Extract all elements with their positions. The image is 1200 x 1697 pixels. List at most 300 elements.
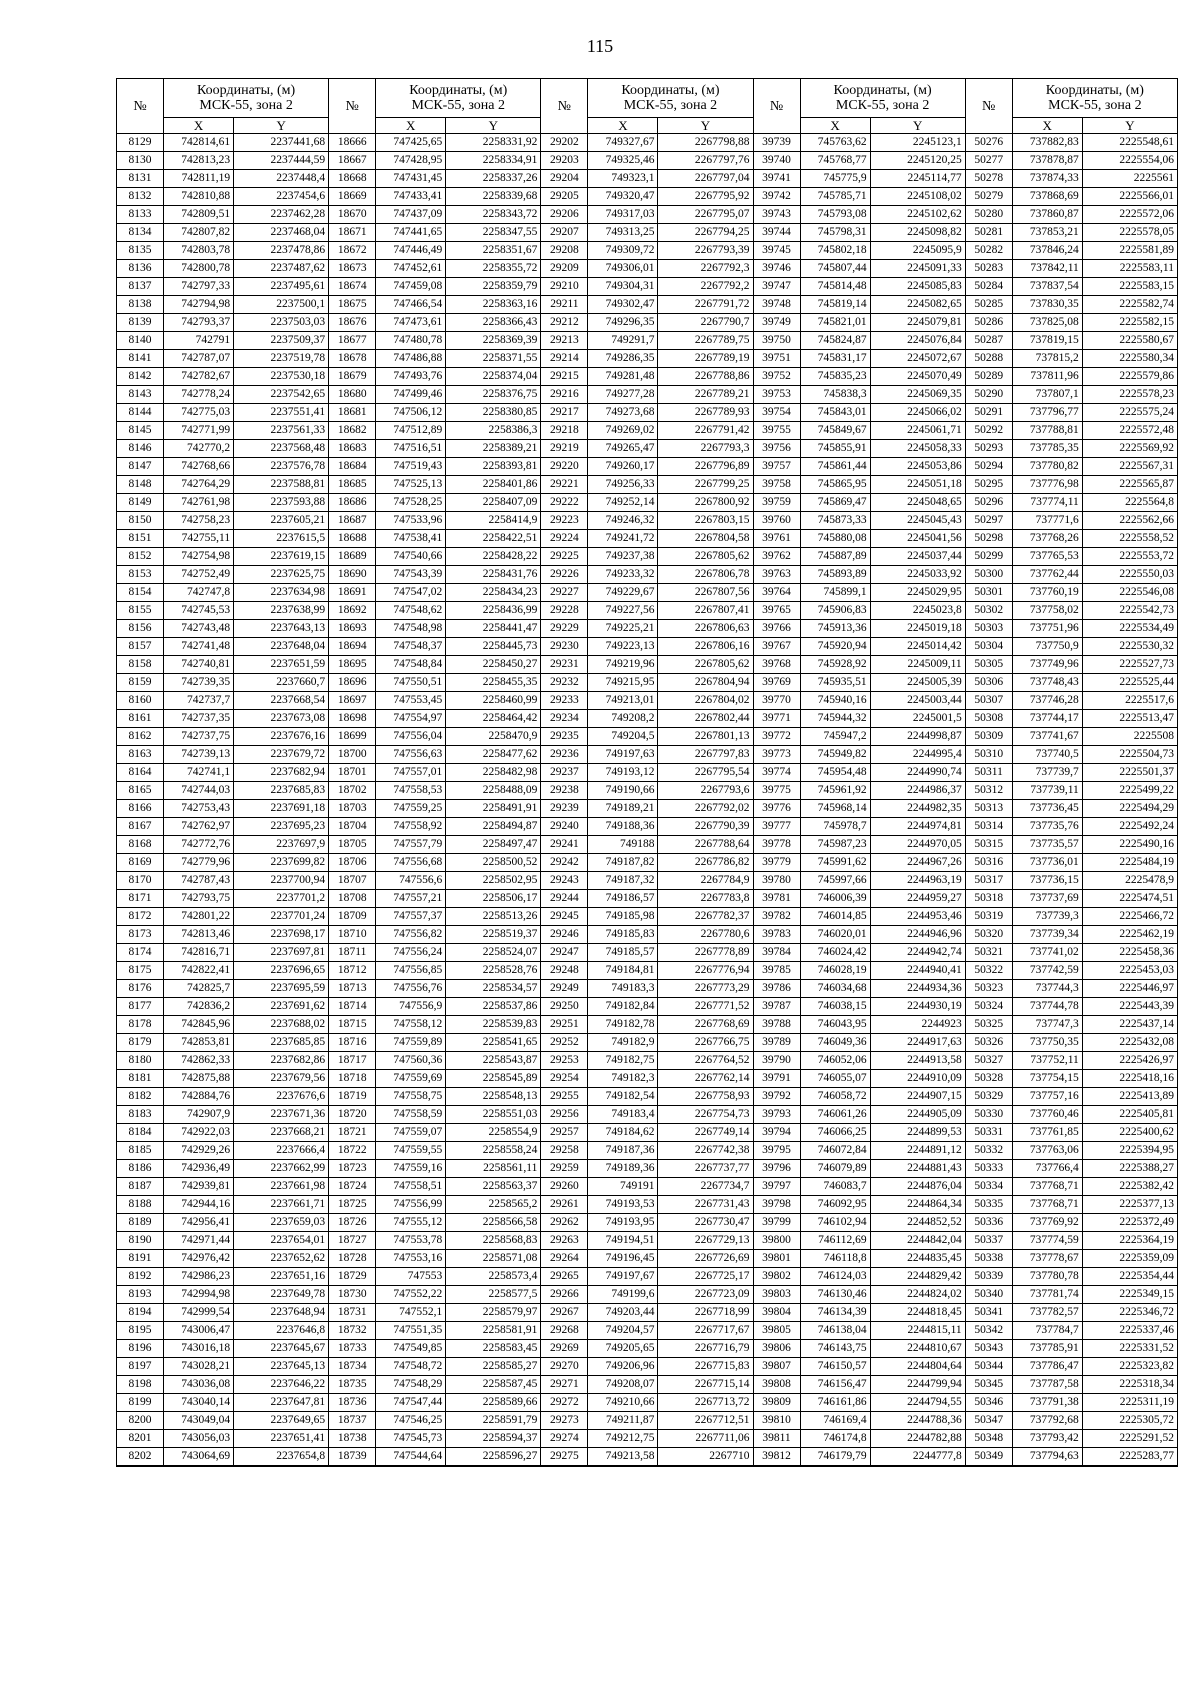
table-row — [117, 1412, 1178, 1430]
x-coordinate-cell: 737878,87 — [1012, 152, 1082, 170]
x-coordinate-cell: 746174,8 — [800, 1430, 870, 1448]
table-row — [117, 584, 1178, 602]
x-coordinate-cell: 749229,67 — [588, 584, 658, 602]
point-number-cell: 8157 — [117, 638, 164, 656]
coordinates-title: Координаты, (м) — [833, 83, 932, 98]
point-number-cell: 18730 — [329, 1286, 376, 1304]
x-coordinate-cell: 749184,81 — [588, 962, 658, 980]
x-coordinate-cell: 742764,29 — [164, 476, 234, 494]
table-row — [117, 1448, 1178, 1467]
x-coordinate-cell: 747558,51 — [376, 1178, 446, 1196]
x-coordinate-cell: 737736,45 — [1012, 800, 1082, 818]
point-number-cell: 8137 — [117, 278, 164, 296]
y-coordinate-cell: 2267754,73 — [658, 1106, 753, 1124]
point-number-cell: 50334 — [965, 1178, 1012, 1196]
point-number-cell: 29217 — [541, 404, 588, 422]
page-number: 115 — [586, 36, 614, 56]
y-coordinate-cell: 2237691,62 — [234, 998, 329, 1016]
point-number-cell: 29268 — [541, 1322, 588, 1340]
table-row — [117, 908, 1178, 926]
y-coordinate-cell: 2225534,49 — [1082, 620, 1177, 638]
table-row — [117, 1250, 1178, 1268]
point-number-cell: 39763 — [753, 566, 800, 584]
y-coordinate-cell: 2237645,13 — [234, 1358, 329, 1376]
x-coordinate-cell: 737792,68 — [1012, 1412, 1082, 1430]
y-coordinate-cell: 2225517,6 — [1082, 692, 1177, 710]
x-coordinate-cell: 742944,16 — [164, 1196, 234, 1214]
point-number-cell: 29218 — [541, 422, 588, 440]
x-coordinate-cell: 746055,07 — [800, 1070, 870, 1088]
y-coordinate-cell: 2237701,24 — [234, 908, 329, 926]
point-number-cell: 39770 — [753, 692, 800, 710]
point-number-cell: 18738 — [329, 1430, 376, 1448]
y-coordinate-cell: 2267800,92 — [658, 494, 753, 512]
y-coordinate-cell: 2237542,65 — [234, 386, 329, 404]
x-coordinate-cell: 737757,16 — [1012, 1088, 1082, 1106]
x-coordinate-cell: 742811,19 — [164, 170, 234, 188]
table-row — [117, 1160, 1178, 1178]
x-coordinate-cell: 746134,39 — [800, 1304, 870, 1322]
x-coordinate-cell: 737749,96 — [1012, 656, 1082, 674]
y-coordinate-cell: 2267802,44 — [658, 710, 753, 728]
x-coordinate-cell: 743016,18 — [164, 1340, 234, 1358]
point-number-cell: 29238 — [541, 782, 588, 800]
point-number-cell: 50347 — [965, 1412, 1012, 1430]
table-row — [117, 1430, 1178, 1448]
y-coordinate-cell: 2258359,79 — [446, 278, 541, 296]
x-coordinate-cell: 737763,06 — [1012, 1142, 1082, 1160]
x-coordinate-cell: 749233,32 — [588, 566, 658, 584]
point-number-cell: 39811 — [753, 1430, 800, 1448]
point-number-cell: 8194 — [117, 1304, 164, 1322]
x-coordinate-cell: 747543,39 — [376, 566, 446, 584]
point-number-cell: 29239 — [541, 800, 588, 818]
y-coordinate-cell: 2267795,92 — [658, 188, 753, 206]
y-coordinate-cell: 2237661,71 — [234, 1196, 329, 1214]
x-coordinate-cell: 742816,71 — [164, 944, 234, 962]
table-row — [117, 620, 1178, 638]
point-number-cell: 18714 — [329, 998, 376, 1016]
y-coordinate-cell: 2258436,99 — [446, 602, 541, 620]
point-number-cell: 29231 — [541, 656, 588, 674]
x-coordinate-cell: 743040,14 — [164, 1394, 234, 1412]
point-number-cell: 29273 — [541, 1412, 588, 1430]
table-row — [117, 638, 1178, 656]
y-coordinate-cell: 2258571,08 — [446, 1250, 541, 1268]
table-row — [117, 1052, 1178, 1070]
y-coordinate-cell: 2258568,83 — [446, 1232, 541, 1250]
table-row — [117, 980, 1178, 998]
y-coordinate-cell: 2225580,67 — [1082, 332, 1177, 350]
point-number-cell: 29203 — [541, 152, 588, 170]
y-coordinate-cell: 2244835,45 — [870, 1250, 965, 1268]
y-coordinate-cell: 2267793,6 — [658, 782, 753, 800]
x-coordinate-cell: 746058,72 — [800, 1088, 870, 1106]
point-number-cell: 29223 — [541, 512, 588, 530]
point-number-cell: 18674 — [329, 278, 376, 296]
point-number-cell: 8198 — [117, 1376, 164, 1394]
y-coordinate-cell: 2258369,39 — [446, 332, 541, 350]
x-coordinate-cell: 749196,45 — [588, 1250, 658, 1268]
x-coordinate-cell: 749182,3 — [588, 1070, 658, 1088]
point-number-cell: 18717 — [329, 1052, 376, 1070]
y-coordinate-cell: 2237671,36 — [234, 1106, 329, 1124]
point-number-cell: 18702 — [329, 782, 376, 800]
point-number-cell: 50289 — [965, 368, 1012, 386]
y-coordinate-cell: 2237647,81 — [234, 1394, 329, 1412]
x-coordinate-cell: 746150,57 — [800, 1358, 870, 1376]
y-coordinate-cell: 2244982,35 — [870, 800, 965, 818]
x-coordinate-cell: 737735,76 — [1012, 818, 1082, 836]
point-number-cell: 18696 — [329, 674, 376, 692]
x-coordinate-cell: 749204,5 — [588, 728, 658, 746]
x-coordinate-cell: 747466,54 — [376, 296, 446, 314]
x-coordinate-cell: 749182,9 — [588, 1034, 658, 1052]
x-coordinate-cell: 745935,51 — [800, 674, 870, 692]
point-number-cell: 50341 — [965, 1304, 1012, 1322]
point-number-cell: 39754 — [753, 404, 800, 422]
y-column-header: Y — [870, 118, 965, 134]
point-number-cell: 50324 — [965, 998, 1012, 1016]
x-coordinate-cell: 737780,82 — [1012, 458, 1082, 476]
y-coordinate-cell: 2225569,92 — [1082, 440, 1177, 458]
y-coordinate-cell: 2225553,72 — [1082, 548, 1177, 566]
x-coordinate-cell: 747559,55 — [376, 1142, 446, 1160]
x-coordinate-cell: 747556,68 — [376, 854, 446, 872]
point-number-cell: 18685 — [329, 476, 376, 494]
table-row — [117, 1394, 1178, 1412]
x-coordinate-cell: 742755,11 — [164, 530, 234, 548]
y-coordinate-cell: 2267805,62 — [658, 656, 753, 674]
x-coordinate-cell: 747557,21 — [376, 890, 446, 908]
x-coordinate-cell: 749185,57 — [588, 944, 658, 962]
point-number-cell: 50321 — [965, 944, 1012, 962]
y-coordinate-cell: 2267716,79 — [658, 1340, 753, 1358]
point-number-cell: 8130 — [117, 152, 164, 170]
point-number-cell: 39800 — [753, 1232, 800, 1250]
point-number-cell: 8191 — [117, 1250, 164, 1268]
y-coordinate-cell: 2237454,6 — [234, 188, 329, 206]
table-row — [117, 710, 1178, 728]
point-number-cell: 50283 — [965, 260, 1012, 278]
point-number-cell: 18711 — [329, 944, 376, 962]
table-row — [117, 152, 1178, 170]
x-coordinate-cell: 737739,7 — [1012, 764, 1082, 782]
x-coordinate-cell: 747557,01 — [376, 764, 446, 782]
point-number-cell: 8136 — [117, 260, 164, 278]
point-number-cell: 29275 — [541, 1448, 588, 1467]
y-coordinate-cell: 2258500,52 — [446, 854, 541, 872]
y-coordinate-cell: 2245091,33 — [870, 260, 965, 278]
point-number-cell: 29211 — [541, 296, 588, 314]
point-number-cell: 50288 — [965, 350, 1012, 368]
y-coordinate-cell: 2258502,95 — [446, 872, 541, 890]
y-coordinate-cell: 2267764,52 — [658, 1052, 753, 1070]
point-number-cell: 18731 — [329, 1304, 376, 1322]
y-coordinate-cell: 2245041,56 — [870, 530, 965, 548]
x-coordinate-cell: 742758,23 — [164, 512, 234, 530]
y-coordinate-cell: 2267805,62 — [658, 548, 753, 566]
point-number-cell: 50335 — [965, 1196, 1012, 1214]
point-number-cell: 18736 — [329, 1394, 376, 1412]
point-number-cell: 18713 — [329, 980, 376, 998]
point-number-cell: 29206 — [541, 206, 588, 224]
x-coordinate-cell: 747558,59 — [376, 1106, 446, 1124]
y-coordinate-cell: 2267762,14 — [658, 1070, 753, 1088]
x-coordinate-cell: 749194,51 — [588, 1232, 658, 1250]
y-coordinate-cell: 2237696,65 — [234, 962, 329, 980]
y-coordinate-cell: 2267742,38 — [658, 1142, 753, 1160]
point-number-cell: 8153 — [117, 566, 164, 584]
point-number-cell: 50276 — [965, 134, 1012, 152]
x-coordinate-cell: 737837,54 — [1012, 278, 1082, 296]
y-coordinate-cell: 2258594,37 — [446, 1430, 541, 1448]
x-coordinate-cell: 747525,13 — [376, 476, 446, 494]
x-coordinate-cell: 746034,68 — [800, 980, 870, 998]
point-number-cell: 8158 — [117, 656, 164, 674]
x-coordinate-cell: 737744,78 — [1012, 998, 1082, 1016]
x-coordinate-cell: 742740,81 — [164, 656, 234, 674]
y-coordinate-cell: 2225490,16 — [1082, 836, 1177, 854]
point-number-cell: 39772 — [753, 728, 800, 746]
y-coordinate-cell: 2258441,47 — [446, 620, 541, 638]
x-coordinate-cell: 747545,73 — [376, 1430, 446, 1448]
y-coordinate-cell: 2225331,52 — [1082, 1340, 1177, 1358]
y-coordinate-cell: 2225530,32 — [1082, 638, 1177, 656]
point-number-cell: 18673 — [329, 260, 376, 278]
y-coordinate-cell: 2237625,75 — [234, 566, 329, 584]
point-number-cell: 18689 — [329, 548, 376, 566]
y-coordinate-cell: 2267793,3 — [658, 440, 753, 458]
point-number-cell: 50314 — [965, 818, 1012, 836]
x-coordinate-cell: 737811,96 — [1012, 368, 1082, 386]
y-coordinate-cell: 2225443,39 — [1082, 998, 1177, 1016]
y-coordinate-cell: 2225446,97 — [1082, 980, 1177, 998]
x-coordinate-cell: 747548,72 — [376, 1358, 446, 1376]
point-number-cell: 18667 — [329, 152, 376, 170]
point-number-cell: 39740 — [753, 152, 800, 170]
y-coordinate-cell: 2244910,09 — [870, 1070, 965, 1088]
y-coordinate-cell: 2237651,16 — [234, 1268, 329, 1286]
point-number-cell: 29225 — [541, 548, 588, 566]
point-number-cell: 18725 — [329, 1196, 376, 1214]
x-coordinate-cell: 745785,71 — [800, 188, 870, 206]
x-coordinate-cell: 742787,07 — [164, 350, 234, 368]
coordinates-column-header — [588, 79, 753, 118]
x-coordinate-cell: 745768,77 — [800, 152, 870, 170]
x-coordinate-cell: 737782,57 — [1012, 1304, 1082, 1322]
y-coordinate-cell: 2267725,17 — [658, 1268, 753, 1286]
coordinate-system-label: МСК-55, зона 2 — [623, 98, 718, 113]
y-coordinate-cell: 2237615,5 — [234, 530, 329, 548]
point-number-cell: 8154 — [117, 584, 164, 602]
x-coordinate-cell: 749269,02 — [588, 422, 658, 440]
table-row — [117, 332, 1178, 350]
y-coordinate-cell: 2267737,77 — [658, 1160, 753, 1178]
x-coordinate-cell: 747556,82 — [376, 926, 446, 944]
x-coordinate-cell: 747480,78 — [376, 332, 446, 350]
x-coordinate-cell: 745887,89 — [800, 548, 870, 566]
x-coordinate-cell: 749193,53 — [588, 1196, 658, 1214]
y-coordinate-cell: 2225291,52 — [1082, 1430, 1177, 1448]
table-row — [117, 1124, 1178, 1142]
x-coordinate-cell: 749183,3 — [588, 980, 658, 998]
x-coordinate-cell: 742771,99 — [164, 422, 234, 440]
point-number-cell: 50299 — [965, 548, 1012, 566]
x-coordinate-cell: 749277,28 — [588, 386, 658, 404]
x-coordinate-cell: 742845,96 — [164, 1016, 234, 1034]
y-coordinate-cell: 2258566,58 — [446, 1214, 541, 1232]
y-coordinate-cell: 2237685,83 — [234, 782, 329, 800]
point-number-cell: 18729 — [329, 1268, 376, 1286]
x-coordinate-cell: 749187,82 — [588, 854, 658, 872]
point-number-cell: 8146 — [117, 440, 164, 458]
x-coordinate-cell: 742810,88 — [164, 188, 234, 206]
x-coordinate-cell: 747459,08 — [376, 278, 446, 296]
point-number-cell: 8152 — [117, 548, 164, 566]
x-coordinate-cell: 737736,01 — [1012, 854, 1082, 872]
point-number-cell: 29246 — [541, 926, 588, 944]
y-coordinate-cell: 2244953,46 — [870, 908, 965, 926]
x-coordinate-cell: 749208,2 — [588, 710, 658, 728]
y-coordinate-cell: 2237697,9 — [234, 836, 329, 854]
y-coordinate-cell: 2225580,34 — [1082, 350, 1177, 368]
x-coordinate-cell: 737751,96 — [1012, 620, 1082, 638]
point-number-cell: 50296 — [965, 494, 1012, 512]
y-coordinate-cell: 2244974,81 — [870, 818, 965, 836]
x-coordinate-cell: 745855,91 — [800, 440, 870, 458]
x-coordinate-cell: 749320,47 — [588, 188, 658, 206]
point-number-cell: 29232 — [541, 674, 588, 692]
x-coordinate-cell: 745849,67 — [800, 422, 870, 440]
point-number-cell: 29227 — [541, 584, 588, 602]
table-row — [117, 1016, 1178, 1034]
y-coordinate-cell: 2258589,66 — [446, 1394, 541, 1412]
point-number-cell: 39798 — [753, 1196, 800, 1214]
y-coordinate-cell: 2237495,61 — [234, 278, 329, 296]
table-row — [117, 854, 1178, 872]
y-coordinate-cell: 2225311,19 — [1082, 1394, 1177, 1412]
x-coordinate-cell: 747558,12 — [376, 1016, 446, 1034]
point-number-cell: 8144 — [117, 404, 164, 422]
table-row — [117, 458, 1178, 476]
x-coordinate-cell: 749213,58 — [588, 1448, 658, 1467]
x-coordinate-cell: 745997,66 — [800, 872, 870, 890]
x-coordinate-cell: 737785,91 — [1012, 1340, 1082, 1358]
x-coordinate-cell: 737760,46 — [1012, 1106, 1082, 1124]
y-coordinate-cell: 2267726,69 — [658, 1250, 753, 1268]
point-number-cell: 8181 — [117, 1070, 164, 1088]
point-number-cell: 39793 — [753, 1106, 800, 1124]
y-coordinate-cell: 2267713,72 — [658, 1394, 753, 1412]
table-row — [117, 1034, 1178, 1052]
point-number-cell: 8201 — [117, 1430, 164, 1448]
table-row — [117, 692, 1178, 710]
y-coordinate-cell: 2225349,15 — [1082, 1286, 1177, 1304]
y-coordinate-cell: 2267784,9 — [658, 872, 753, 890]
y-coordinate-cell: 2267734,7 — [658, 1178, 753, 1196]
x-coordinate-cell: 746061,26 — [800, 1106, 870, 1124]
x-coordinate-cell: 737796,77 — [1012, 404, 1082, 422]
y-coordinate-cell: 2267789,75 — [658, 332, 753, 350]
y-coordinate-cell: 2267773,29 — [658, 980, 753, 998]
point-number-cell: 50284 — [965, 278, 1012, 296]
y-coordinate-cell: 2225583,11 — [1082, 260, 1177, 278]
x-coordinate-cell: 742862,33 — [164, 1052, 234, 1070]
point-number-cell: 29259 — [541, 1160, 588, 1178]
point-number-cell: 39744 — [753, 224, 800, 242]
x-coordinate-cell: 747548,29 — [376, 1376, 446, 1394]
y-coordinate-cell: 2258554,9 — [446, 1124, 541, 1142]
y-coordinate-cell: 2244891,12 — [870, 1142, 965, 1160]
y-coordinate-cell: 2245053,86 — [870, 458, 965, 476]
point-number-cell: 29222 — [541, 494, 588, 512]
point-number-cell: 18715 — [329, 1016, 376, 1034]
x-coordinate-cell: 747547,44 — [376, 1394, 446, 1412]
x-coordinate-cell: 737774,11 — [1012, 494, 1082, 512]
x-coordinate-cell: 742739,35 — [164, 674, 234, 692]
y-coordinate-cell: 2258541,65 — [446, 1034, 541, 1052]
point-number-cell: 8182 — [117, 1088, 164, 1106]
x-coordinate-cell: 745763,62 — [800, 134, 870, 152]
x-coordinate-cell: 749256,33 — [588, 476, 658, 494]
table-row — [117, 134, 1178, 152]
x-coordinate-cell: 749281,48 — [588, 368, 658, 386]
point-number-cell: 39771 — [753, 710, 800, 728]
y-coordinate-cell: 2258343,72 — [446, 206, 541, 224]
coordinates-title: Координаты, (м) — [409, 83, 508, 98]
point-number-cell: 39810 — [753, 1412, 800, 1430]
point-number-cell: 18719 — [329, 1088, 376, 1106]
y-coordinate-cell: 2258534,57 — [446, 980, 541, 998]
point-number-cell: 18698 — [329, 710, 376, 728]
x-coordinate-cell: 749199,6 — [588, 1286, 658, 1304]
y-coordinate-cell: 2225377,13 — [1082, 1196, 1177, 1214]
y-coordinate-cell: 2225565,87 — [1082, 476, 1177, 494]
table-row — [117, 602, 1178, 620]
x-coordinate-cell: 745987,23 — [800, 836, 870, 854]
y-coordinate-cell: 2237676,6 — [234, 1088, 329, 1106]
x-coordinate-cell: 737766,4 — [1012, 1160, 1082, 1178]
point-number-cell: 39780 — [753, 872, 800, 890]
x-coordinate-cell: 746092,95 — [800, 1196, 870, 1214]
y-coordinate-cell: 2225323,82 — [1082, 1358, 1177, 1376]
table-row — [117, 206, 1178, 224]
y-coordinate-cell: 2267792,3 — [658, 260, 753, 278]
x-coordinate-cell: 747556,9 — [376, 998, 446, 1016]
point-number-cell: 29235 — [541, 728, 588, 746]
point-number-cell: 29264 — [541, 1250, 588, 1268]
point-number-cell: 39773 — [753, 746, 800, 764]
x-coordinate-cell: 746161,86 — [800, 1394, 870, 1412]
x-coordinate-cell: 737737,69 — [1012, 890, 1082, 908]
point-number-cell: 18727 — [329, 1232, 376, 1250]
x-coordinate-cell: 742793,37 — [164, 314, 234, 332]
x-coordinate-cell: 742753,43 — [164, 800, 234, 818]
x-coordinate-cell: 746028,19 — [800, 962, 870, 980]
x-coordinate-cell: 747550,51 — [376, 674, 446, 692]
point-number-cell: 29233 — [541, 692, 588, 710]
point-number-cell: 50332 — [965, 1142, 1012, 1160]
y-coordinate-cell: 2237462,28 — [234, 206, 329, 224]
point-number-cell: 18692 — [329, 602, 376, 620]
y-coordinate-cell: 2237701,2 — [234, 890, 329, 908]
point-number-cell: 29240 — [541, 818, 588, 836]
x-coordinate-cell: 749182,75 — [588, 1052, 658, 1070]
y-coordinate-cell: 2267793,39 — [658, 242, 753, 260]
point-number-cell: 8197 — [117, 1358, 164, 1376]
x-coordinate-cell: 745947,2 — [800, 728, 870, 746]
